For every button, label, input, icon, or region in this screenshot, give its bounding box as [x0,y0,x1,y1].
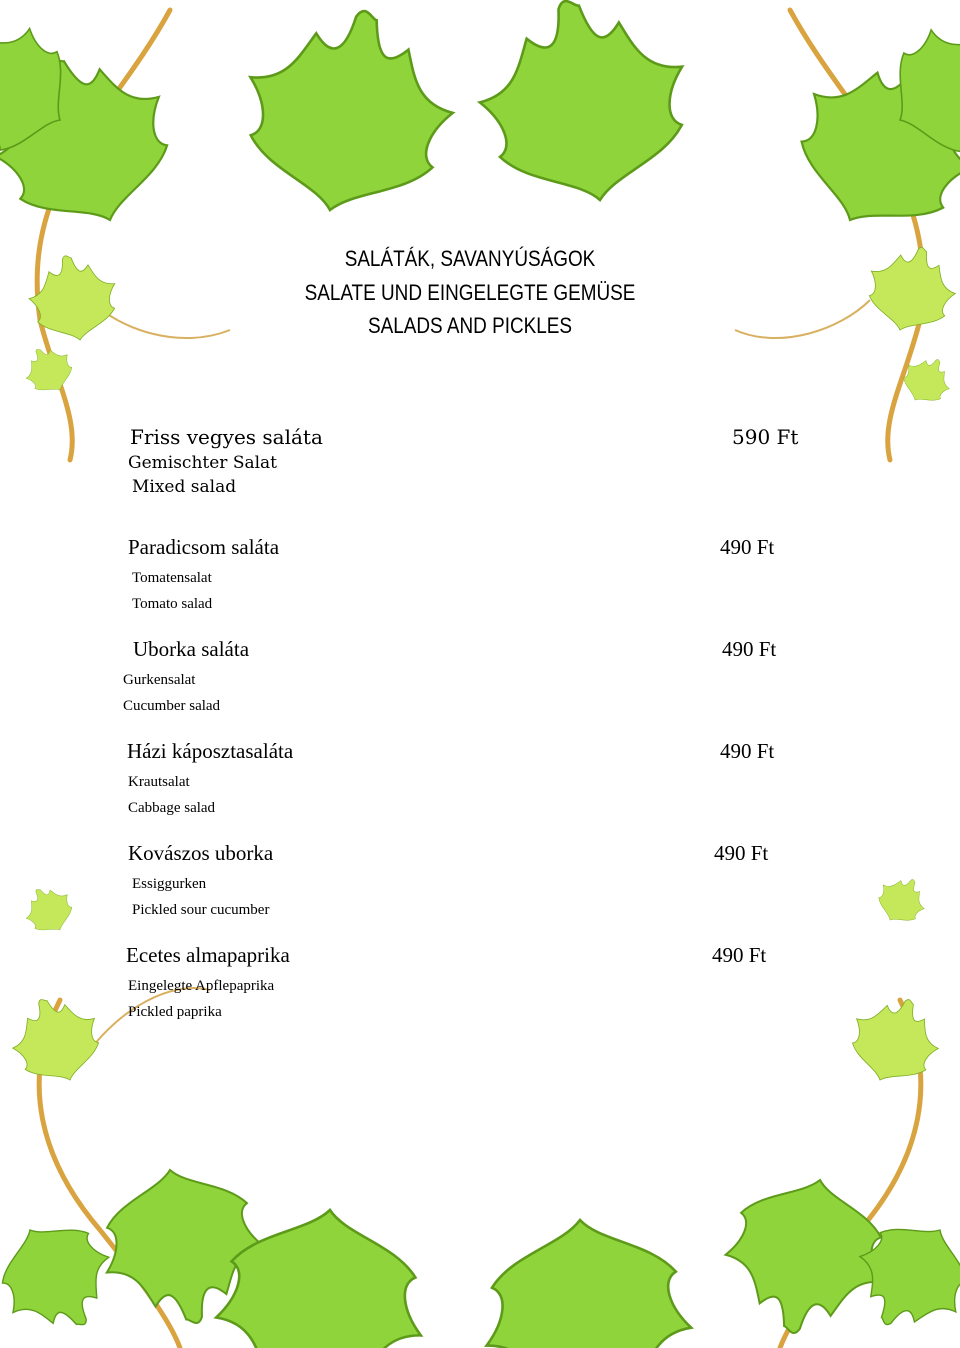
item-name: Paradicsom saláta [128,535,280,559]
item-name: Uborka saláta [133,637,250,661]
item-name-en: Pickled paprika [128,1004,222,1020]
item-price: 490 Ft [720,739,775,763]
item-price: 490 Ft [720,535,775,559]
item-price: 590 Ft [732,425,799,449]
item-name-en: Pickled sour cucumber [132,902,270,918]
item-name-en: Tomato salad [132,596,213,612]
item-name-de: Gurkensalat [123,672,196,688]
item-name-en: Mixed salad [132,477,237,497]
item-price: 490 Ft [714,841,769,865]
title-hu: SALÁTÁK, SAVANYÚSÁGOK [344,246,596,271]
item-name-de: Essiggurken [132,876,207,892]
item-name: Ecetes almapaprika [126,943,290,967]
item-name: Friss vegyes saláta [130,425,323,449]
item-name-de: Eingelegte Apflepaprika [128,978,275,994]
item-name-en: Cucumber salad [123,698,221,714]
item-name: Házi káposztasaláta [127,739,294,763]
grape-leaf-icon [0,0,960,257]
item-price: 490 Ft [722,637,777,661]
item-name-de: Tomatensalat [132,570,212,586]
item-name-en: Cabbage salad [128,800,216,816]
item-name-de: Gemischter Salat [128,453,277,473]
title-de: SALATE UND EINGELEGTE GEMÜSE [304,280,636,305]
item-name: Kovászos uborka [128,841,274,865]
item-name-de: Krautsalat [128,774,190,790]
item-price: 490 Ft [712,943,767,967]
title-en: SALADS AND PICKLES [367,313,573,338]
